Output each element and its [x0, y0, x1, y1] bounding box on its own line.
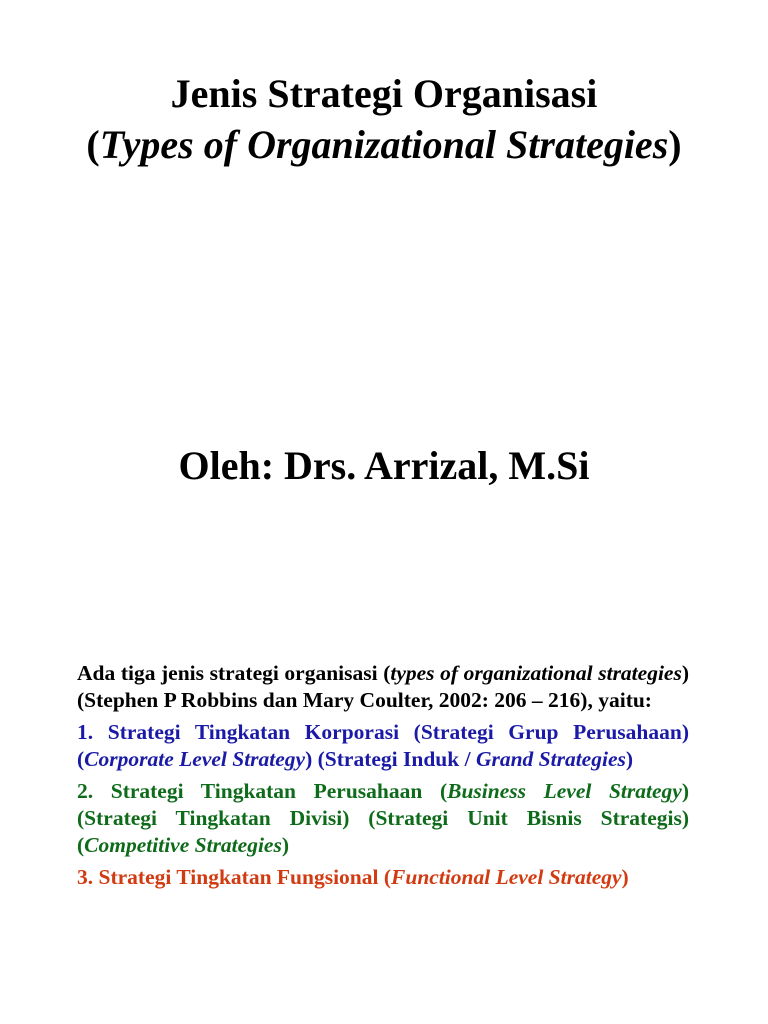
page-title: Jenis Strategi Organisasi: [170, 71, 598, 116]
intro-paragraph: [77, 660, 689, 714]
page-subtitle: [0, 120, 768, 170]
item3-text-1: 3. Strategi Tingkatan Fungsional (: [77, 865, 392, 889]
item2-italic-1: Business Level Strategy: [447, 779, 682, 803]
item1-text-1: 1. Strategi Tingkatan Korporasi (Strategi Grup Perusahaan) (: [77, 720, 689, 771]
item2-text-2: ) (Strategi Tingkatan Divisi) (Strategi Unit Bisnis Strategis) (: [77, 779, 689, 857]
item1-italic-2: Grand Strategies: [475, 747, 626, 771]
subtitle-italic: Types of Organizational Strategies: [99, 122, 669, 167]
item1-italic-1: Corporate Level Strategy: [84, 747, 306, 771]
body-text: [77, 660, 689, 896]
intro-italic: types of organizational strategies: [390, 661, 682, 685]
item2-text-1: 2. Strategi Tingkatan Perusahaan (: [77, 779, 448, 803]
item3-italic-1: Functional Level Strategy: [391, 865, 622, 889]
intro-text-1: Ada tiga jenis strategi organisasi (: [77, 661, 391, 685]
item1-text-3: ): [625, 747, 634, 771]
author-line: Oleh: Drs. Arrizal, M.Si: [178, 443, 590, 488]
list-item-corporate: [77, 719, 689, 773]
item2-text-3: ): [281, 833, 290, 857]
list-item-business: [77, 778, 689, 859]
item3-text-2: ): [621, 865, 629, 889]
item1-text-2: ) (Strategi Induk /: [305, 747, 476, 771]
list-item-functional: [77, 864, 689, 891]
subtitle-open-paren: (: [86, 122, 100, 167]
intro-text-2: ) (Stephen P Robbins dan Mary Coulter, 2002: 206 – 216), yaitu:: [77, 661, 690, 712]
subtitle-close-paren: ): [668, 122, 682, 167]
item2-italic-2: Competitive Strategies: [84, 833, 282, 857]
title-block: [0, 68, 768, 170]
